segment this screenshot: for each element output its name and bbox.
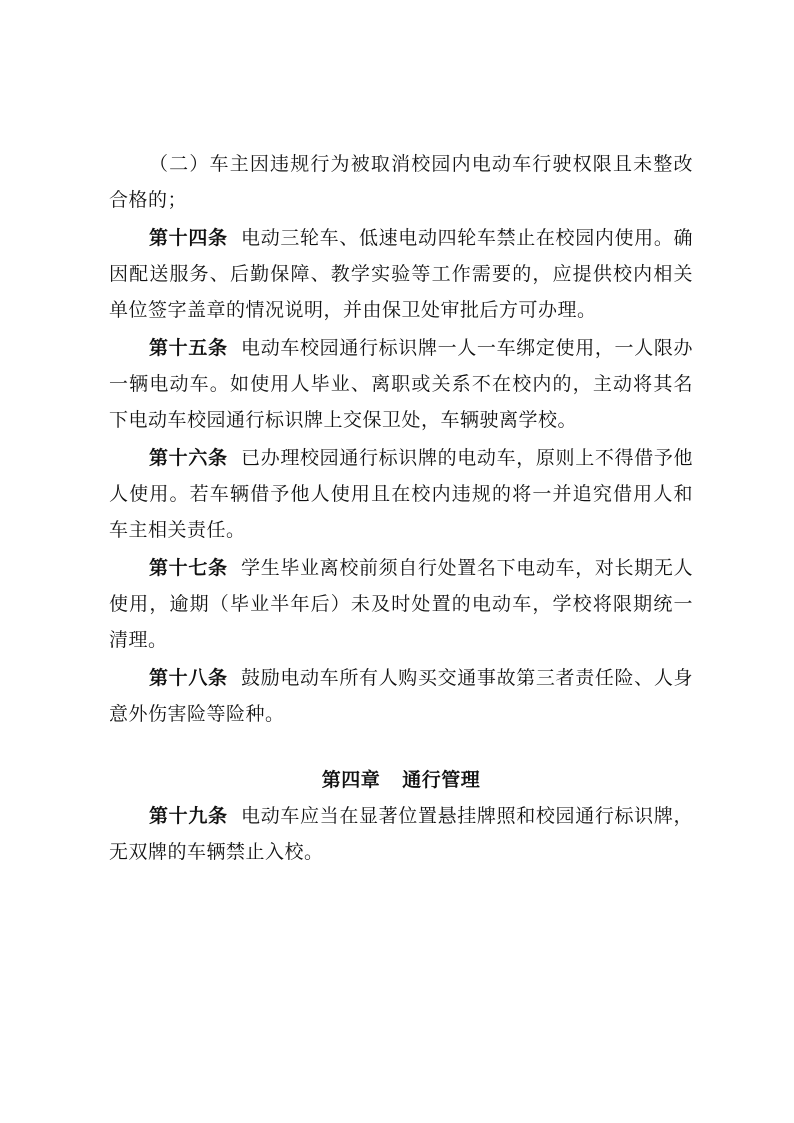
article-15-label: 第十五条 (149, 337, 228, 359)
chapter-number: 第四章 (321, 769, 381, 791)
chapter-heading (109, 762, 693, 798)
article-15-paragraph (109, 330, 693, 438)
section-spacer (109, 734, 693, 762)
article-17-label: 第十七条 (149, 557, 228, 579)
article-14-label: 第十四条 (149, 227, 228, 249)
article-14-paragraph (109, 220, 693, 328)
article-17-text: 学生毕业离校前须自行处置名下电动车，对长期无人使用，逾期（毕业半年后）未及时处置的电动车，学校将限期统一清理。 (109, 557, 693, 651)
article-18-paragraph (109, 660, 693, 732)
article-19-label: 第十九条 (149, 805, 228, 827)
article-19-paragraph (109, 798, 693, 870)
article-17-paragraph (109, 550, 693, 658)
article-16-label: 第十六条 (149, 447, 228, 469)
article-14-text: 电动三轮车、低速电动四轮车禁止在校园内使用。确因配送服务、后勤保障、教学实验等工作需要的，应提供校内相关单位签字盖章的情况说明，并由保卫处审批后方可办理。 (109, 227, 693, 321)
article-18-text: 鼓励电动车所有人购买交通事故第三者责任险、人身意外伤害险等险种。 (109, 667, 693, 725)
article-18-label: 第十八条 (149, 667, 228, 689)
article-19-text: 电动车应当在显著位置悬挂牌照和校园通行标识牌，无双牌的车辆禁止入校。 (109, 805, 693, 863)
chapter-title: 通行管理 (402, 769, 481, 791)
article-16-text: 已办理校园通行标识牌的电动车，原则上不得借予他人使用。若车辆借予他人使用且在校内违规的将一并追究借用人和车主相关责任。 (109, 447, 693, 541)
article-16-paragraph (109, 440, 693, 548)
document-body (109, 146, 693, 872)
article-15-text: 电动车校园通行标识牌一人一车绑定使用，一人限办一辆电动车。如使用人毕业、离职或关系不在校内的，主动将其名下电动车校园通行标识牌上交保卫处，车辆驶离学校。 (109, 337, 693, 431)
intro-item-text: （二）车主因违规行为被取消校园内电动车行驶权限且未整改合格的； (109, 153, 693, 211)
intro-item-paragraph (109, 146, 693, 218)
